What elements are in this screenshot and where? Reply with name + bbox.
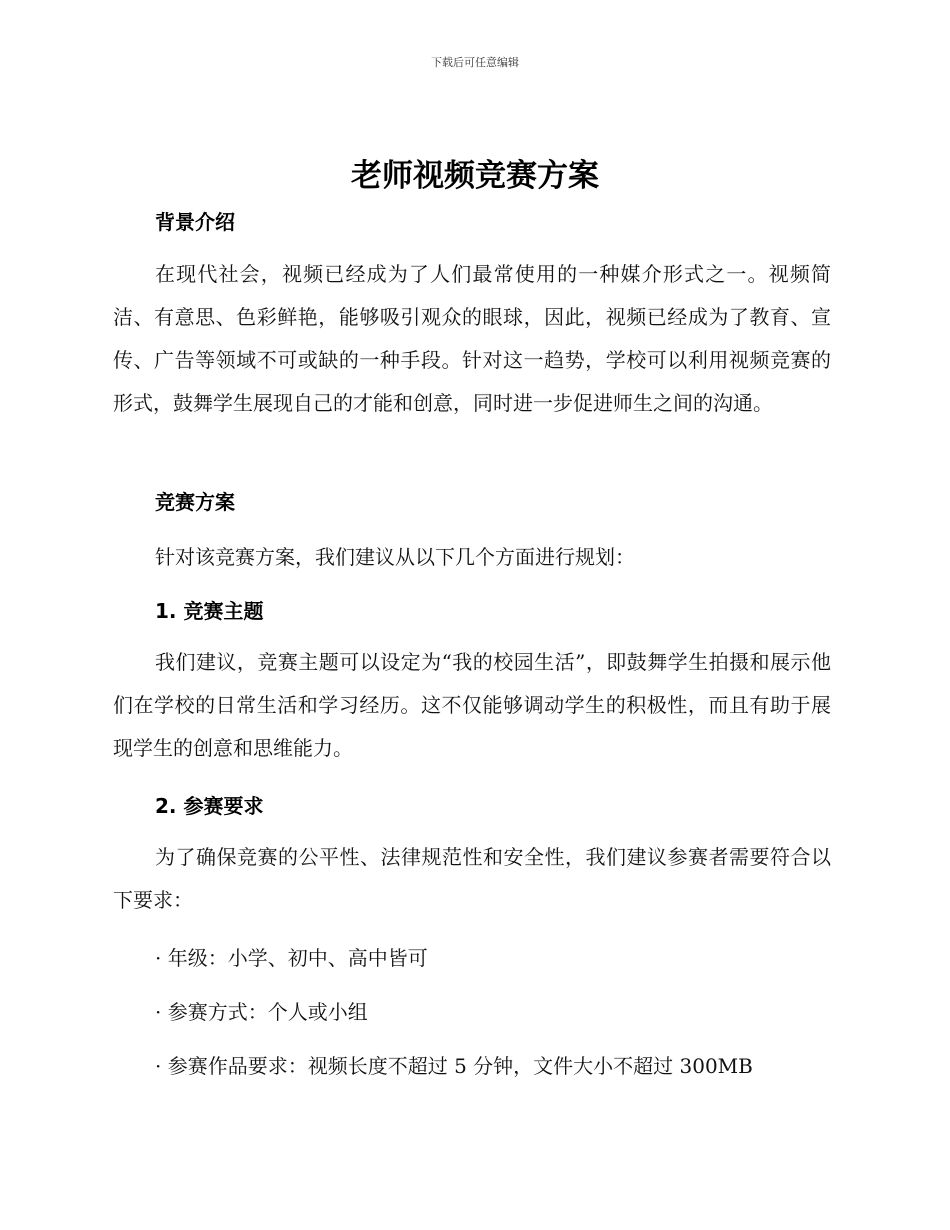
requirement-item: · 参赛作品要求：视频长度不超过 5 分钟，文件大小不超过 300MB bbox=[155, 1054, 753, 1078]
theme-paragraph: 我们建议，竞赛主题可以设定为“我的校园生活”，即鼓舞学生拍摄和展示他们在学校的日常生活和学习经历。这不仅能够调动学生的积极性，而且有助于展现学生的创意和思维能力。 bbox=[113, 650, 831, 760]
requirement-item: · 参赛方式：个人或小组 bbox=[155, 1000, 368, 1024]
section-heading-plan: 竞赛方案 bbox=[155, 490, 235, 514]
page-header-note: 下载后可任意编辑 bbox=[431, 56, 519, 69]
requirement-item: · 年级：小学、初中、高中皆可 bbox=[155, 946, 428, 970]
section-heading-theme: 1. 竞赛主题 bbox=[155, 599, 264, 623]
section-heading-requirements: 2. 参赛要求 bbox=[155, 794, 264, 818]
plan-intro-text: 针对该竞赛方案，我们建议从以下几个方面进行规划： bbox=[155, 545, 635, 569]
document-title: 老师视频竞赛方案 bbox=[351, 158, 599, 194]
requirements-paragraph: 为了确保竞赛的公平性、法律规范性和安全性，我们建议参赛者需要符合以下要求： bbox=[113, 845, 831, 912]
section-heading-background: 背景介绍 bbox=[155, 210, 235, 234]
background-paragraph: 在现代社会，视频已经成为了人们最常使用的一种媒介形式之一。视频简洁、有意思、色彩鲜艳，能够吸引观众的眼球，因此，视频已经成为了教育、宣传、广告等领域不可或缺的一种手段。针对这一趋势，学校可以利用视频竞赛的形式，鼓舞学生展现自己的才能和创意，同时进一步促进师生之间的沟通。 bbox=[113, 262, 831, 415]
